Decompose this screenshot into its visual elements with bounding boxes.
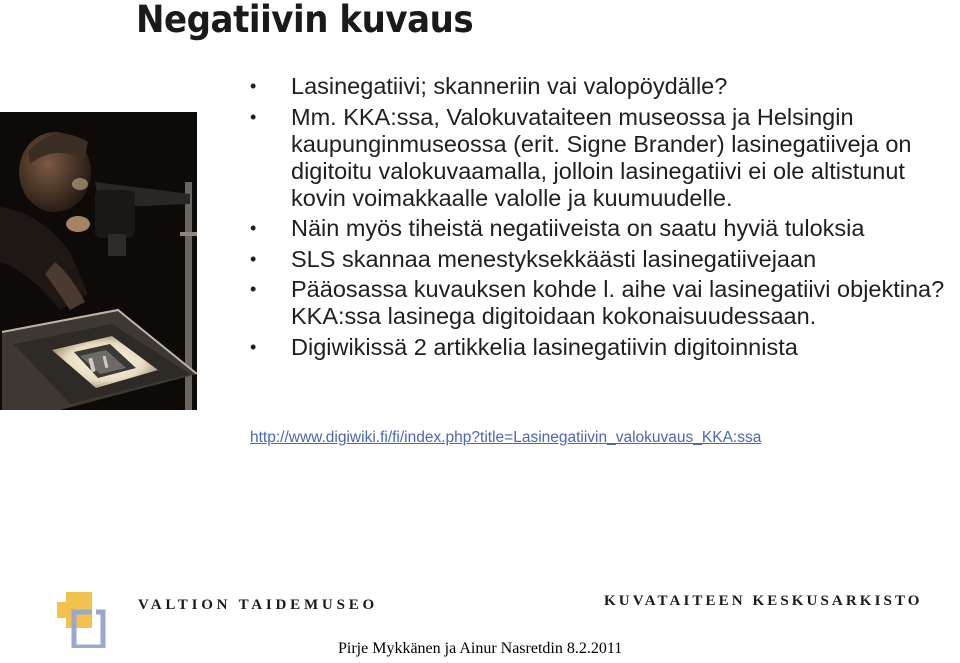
photographer-photo — [0, 112, 197, 410]
photographer-copystand-photo-icon — [0, 112, 197, 410]
bullet-list — [250, 73, 960, 364]
valtion-taidemuseo-logo-icon — [57, 588, 107, 648]
archive-name: KUVATAITEEN KESKUSARKISTO — [604, 593, 923, 609]
bullet-dot-icon: • — [250, 336, 257, 357]
bullet-dot-icon: • — [250, 218, 257, 238]
bullet-item — [250, 73, 960, 100]
bullet-text: Digiwikissä 2 artikkelia lasinegatiivin digitoinnista — [291, 333, 798, 360]
bullet-text: Mm. KKA:ssa, Valokuvataiteen museossa ja Helsingin kaupunginmuseossa (erit. Signe Brander) lasinegatiiveja on digitoitu valokuvaamalla, jolloin lasinegatiivi ei ole altistunut kovin voimakkaalle valolle ja kuumuudelle. — [291, 103, 912, 211]
bullet-item — [250, 276, 960, 330]
bullet-text: Lasinegatiivi; skanneriin vai valopöydälle? — [291, 73, 728, 99]
bullet-text: Pääosassa kuvauksen kohde l. aihe vai lasinegatiivi objektina? KKA:ssa lasinega digitoidaan kokonaisuudessaan. — [291, 276, 945, 329]
bullet-dot-icon: • — [250, 76, 257, 96]
bullet-dot-icon: • — [250, 248, 257, 269]
bullet-item — [250, 246, 960, 273]
footer-credit: Pirje Mykkänen ja Ainur Nasretdin 8.2.2011 — [338, 640, 623, 657]
museum-name: VALTION TAIDEMUSEO — [138, 597, 378, 613]
bullet-text: Näin myös tiheistä negatiiveista on saatu hyviä tuloksia — [291, 215, 865, 241]
bullet-item — [250, 334, 960, 361]
bullet-dot-icon: • — [250, 106, 257, 127]
slide-title: Negatiivin kuvaus — [136, 0, 474, 41]
bullet-item — [250, 215, 960, 242]
bullet-item — [250, 104, 960, 212]
bullet-dot-icon: • — [250, 279, 257, 299]
digiwiki-link[interactable]: http://www.digiwiki.fi/fi/index.php?title=Lasinegatiivin_valokuvaus_KKA:ssa — [250, 429, 762, 446]
bullet-text: SLS skannaa menestyksekkäästi lasinegatiivejaan — [291, 245, 817, 272]
